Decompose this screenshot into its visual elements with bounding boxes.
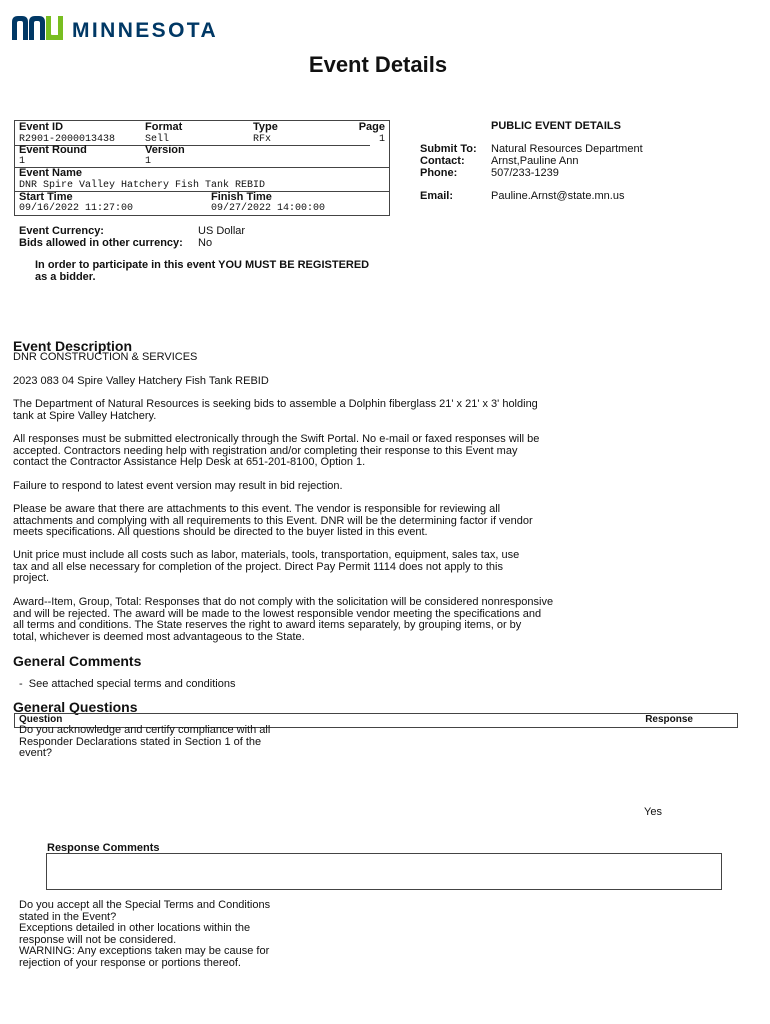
finish-time-value: 09/27/2022 14:00:00 [211, 203, 326, 214]
email-value: Pauline.Arnst@state.mn.us [491, 190, 625, 202]
mn-logo-icon [12, 16, 64, 40]
page-label: Page [358, 121, 385, 133]
format-value: Sell [145, 134, 170, 145]
start-time-label: Start Time [19, 191, 73, 203]
finish-time-label: Finish Time [211, 191, 272, 203]
minnesota-logo [12, 14, 218, 42]
description-paragraph: The Department of Natural Resources is seeking bids to assemble a Dolphin fiberglass 21' x 21' x 3' holding tank at Spire Valley Hatchery. [13, 398, 538, 422]
other-currency-label: Bids allowed in other currency: [19, 237, 183, 249]
other-currency-value: No [198, 237, 213, 249]
phone-label: Phone: [420, 167, 458, 179]
description-paragraph: DNR CONSTRUCTION & SERVICES [13, 351, 198, 363]
event-name-label: Event Name [19, 167, 82, 179]
type-value: RFx [253, 134, 272, 145]
version-value: 1 [145, 156, 152, 167]
phone-value: 507/233-1239 [491, 167, 559, 179]
registration-notice: In order to participate in this event YOU MUST BE REGISTERED as a bidder. [35, 259, 370, 283]
contact-value: Arnst,Pauline Ann [491, 155, 579, 167]
question-column-header: Question [19, 714, 63, 725]
event-name-value: DNR Spire Valley Hatchery Fish Tank REBID [19, 180, 266, 191]
page-value: 1 [378, 134, 385, 145]
version-label: Version [145, 144, 185, 156]
response-column-header: Response [645, 714, 693, 725]
public-details-heading: PUBLIC EVENT DETAILS [491, 120, 621, 132]
response-comments-field[interactable] [46, 853, 722, 890]
submit-to-value: Natural Resources Department [491, 143, 643, 155]
question-1-response: Yes [644, 806, 662, 818]
event-round-label: Event Round [19, 144, 87, 156]
contact-label: Contact: [420, 155, 465, 167]
event-round-value: 1 [19, 156, 26, 167]
general-comments-heading: General Comments [13, 653, 142, 669]
currency-label: Event Currency: [19, 225, 104, 237]
description-paragraph: 2023 083 04 Spire Valley Hatchery Fish Tank REBID [13, 375, 269, 387]
type-label: Type [253, 121, 278, 133]
event-id-label: Event ID [19, 121, 64, 133]
description-paragraph: Unit price must include all costs such as labor, materials, tools, transportation, equipment, sales tax, use tax and all else necessary for completion of the project. Direct Pay Permit 1114 does not apply to this project. [13, 549, 520, 584]
description-paragraph: Award--Item, Group, Total: Responses that do not comply with the solicitation will be considered nonresponsive and will be rejected. The award will be made to the lowest responsible vendor meeting the specifications and all terms and conditions. The State reserves the right to award items separately, by grouping items, or by total, whichever is deemed most advantageous to the State. [13, 596, 554, 643]
start-time-value: 09/16/2022 11:27:00 [19, 203, 134, 214]
event-id-value: R2901-2000013438 [19, 134, 116, 145]
submit-to-label: Submit To: [420, 143, 477, 155]
description-paragraph: All responses must be submitted electronically through the Swift Portal. No e-mail or faxed responses will be accepted. Contractors needing help with registration and/or completing their response to this Event may contact the Contractor Assistance Help Desk at 651-201-8100, Option 1. [13, 433, 540, 468]
page-title: Event Details [308, 52, 448, 77]
currency-value: US Dollar [198, 225, 246, 237]
event-info-box [14, 120, 390, 216]
general-questions-heading: General Questions [13, 699, 138, 715]
description-paragraph: Please be aware that there are attachments to this event. The vendor is responsible for reviewing all attachments and complying with all requirements to this Event. DNR will be the determining factor if vendor meets specifications. All questions should be directed to the buyer listed in this event. [13, 503, 533, 538]
general-comment-item: - See attached special terms and conditions [19, 678, 236, 690]
logo-wordmark: MINNESOTA [72, 19, 219, 42]
description-paragraph: Failure to respond to latest event version may result in bid rejection. [13, 480, 343, 492]
question-1-text: Do you acknowledge and certify compliance with all Responder Declarations stated in Section 1 of the event? [19, 724, 271, 759]
event-description-heading: Event Description [13, 338, 133, 354]
question-2-text: Do you accept all the Special Terms and Conditions stated in the Event? Exceptions detailed in other locations within the response will not be considered. WARNING: Any exceptions taken may be cause for rejection of your response or portions thereof. [19, 899, 271, 969]
response-comments-label: Response Comments [47, 842, 160, 854]
email-label: Email: [420, 190, 454, 202]
format-label: Format [145, 121, 183, 133]
